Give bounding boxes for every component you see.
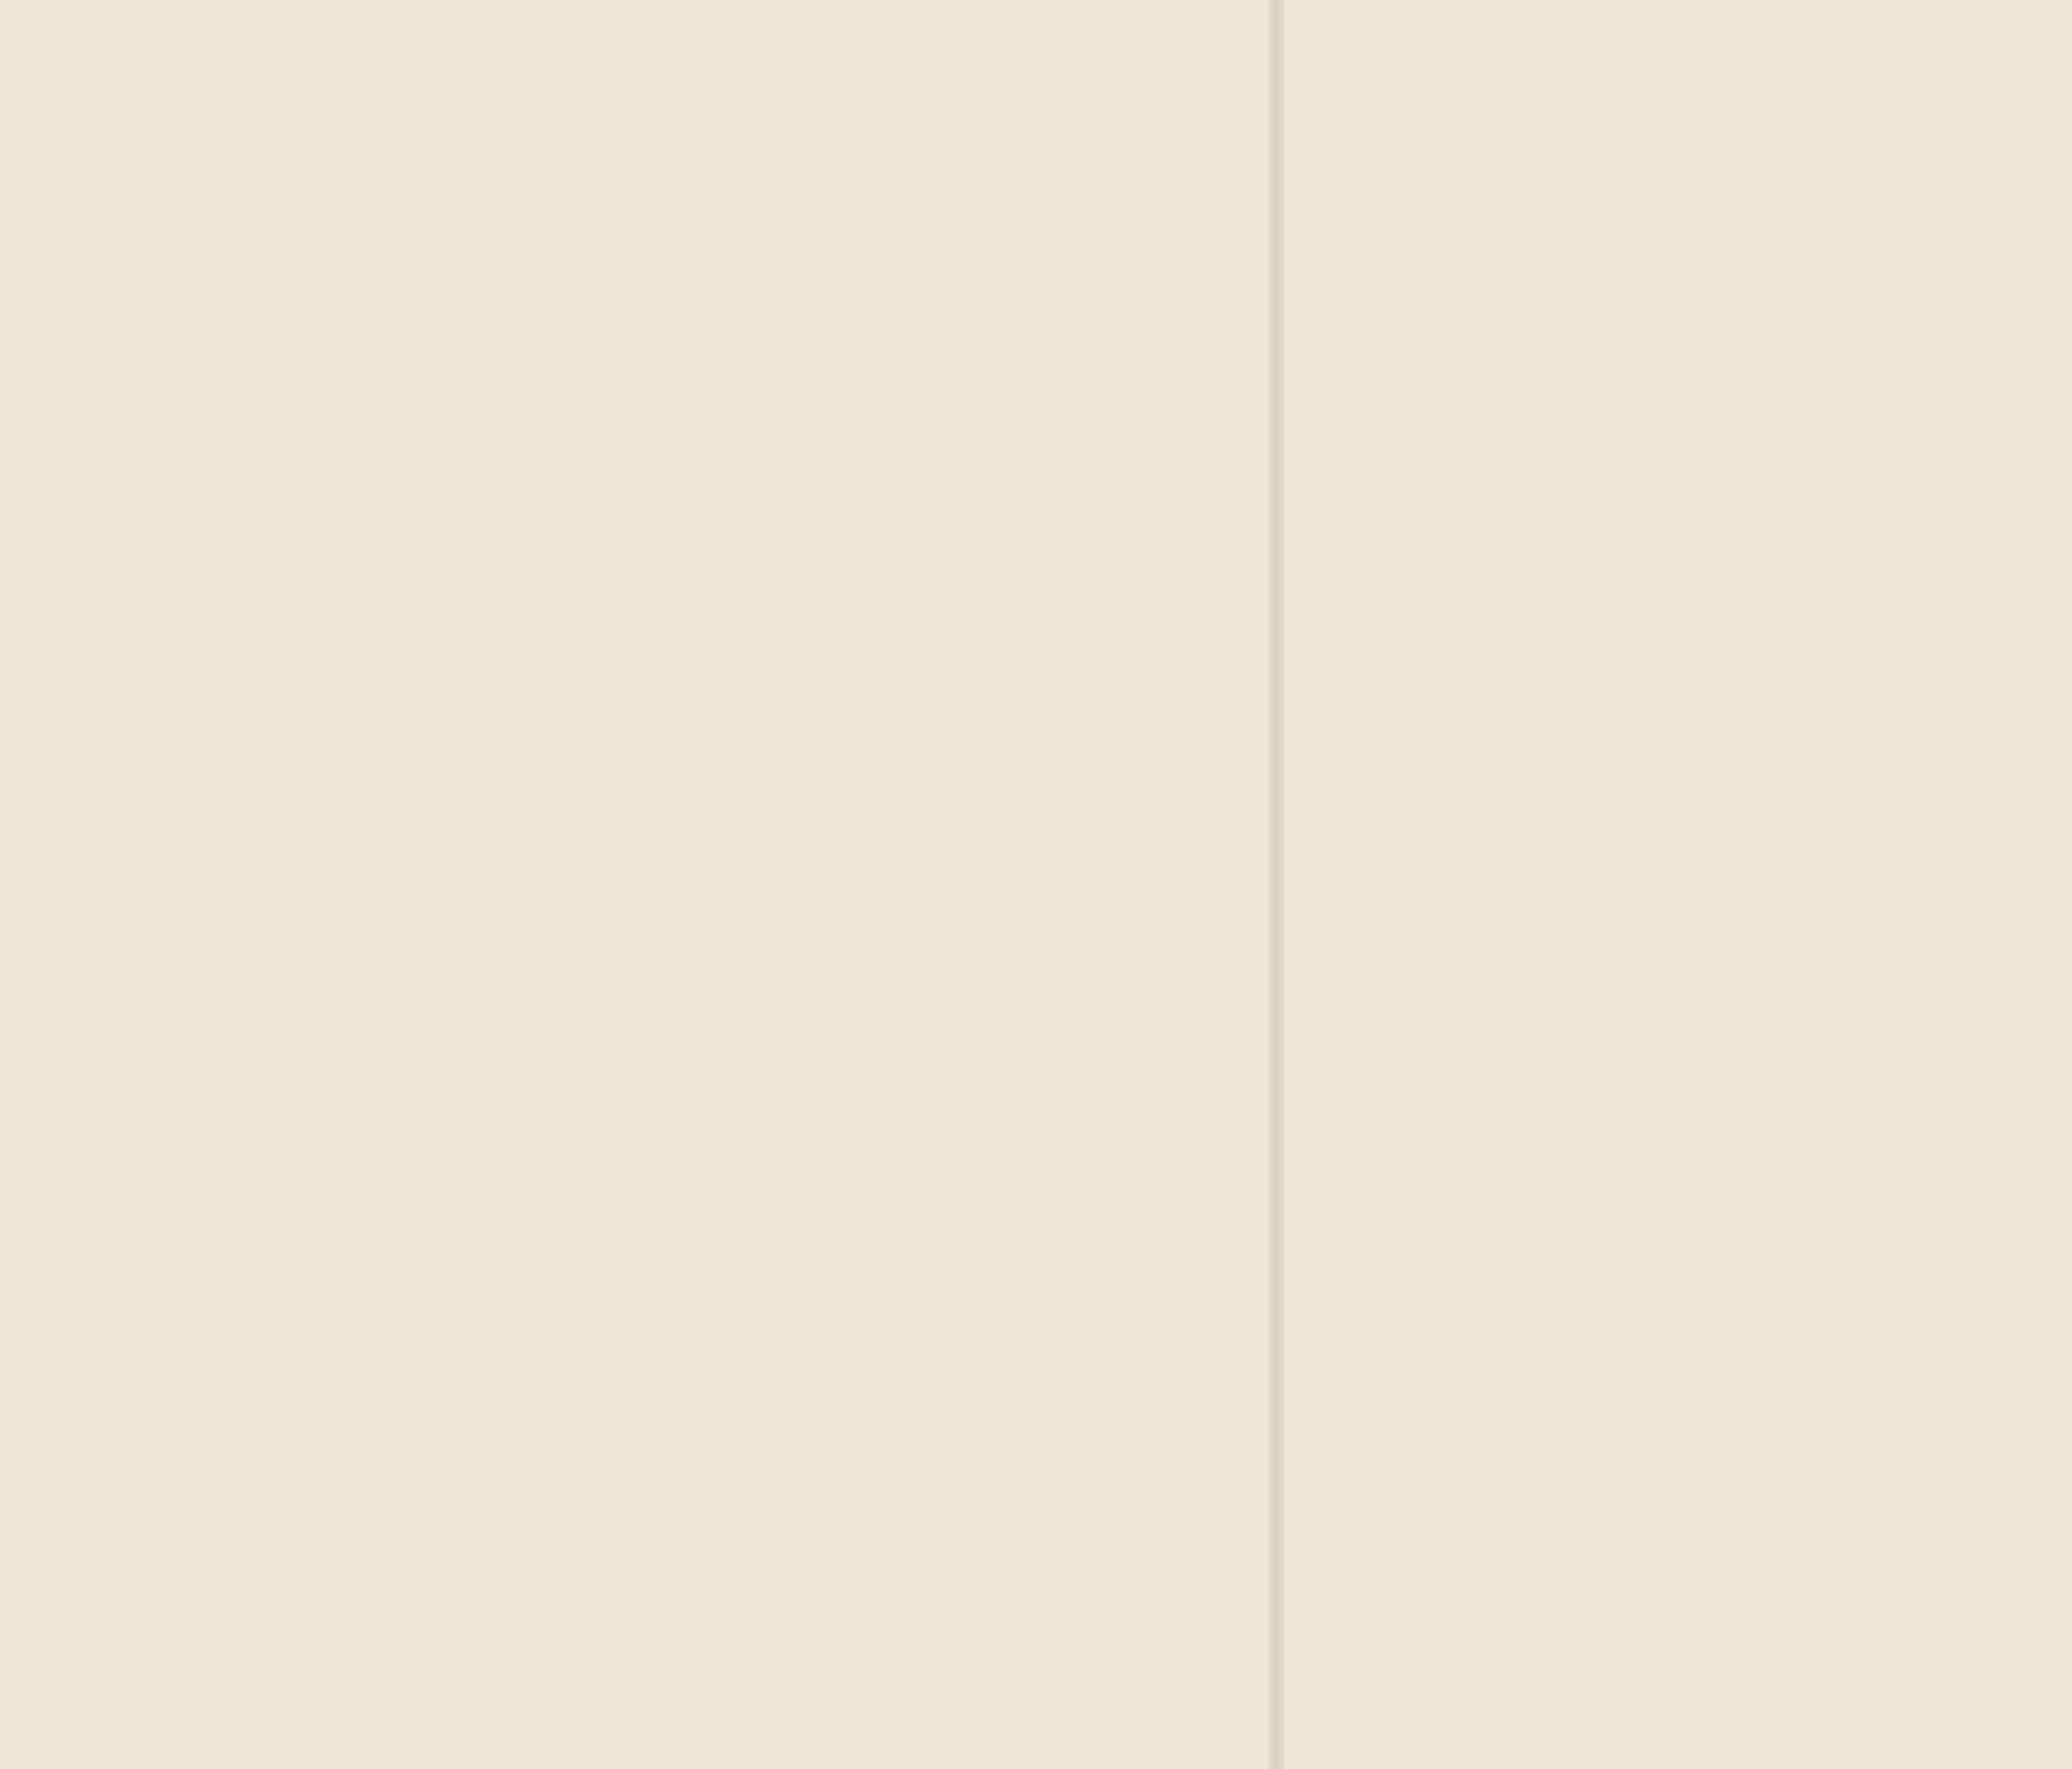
book-gutter — [1268, 0, 1285, 1769]
